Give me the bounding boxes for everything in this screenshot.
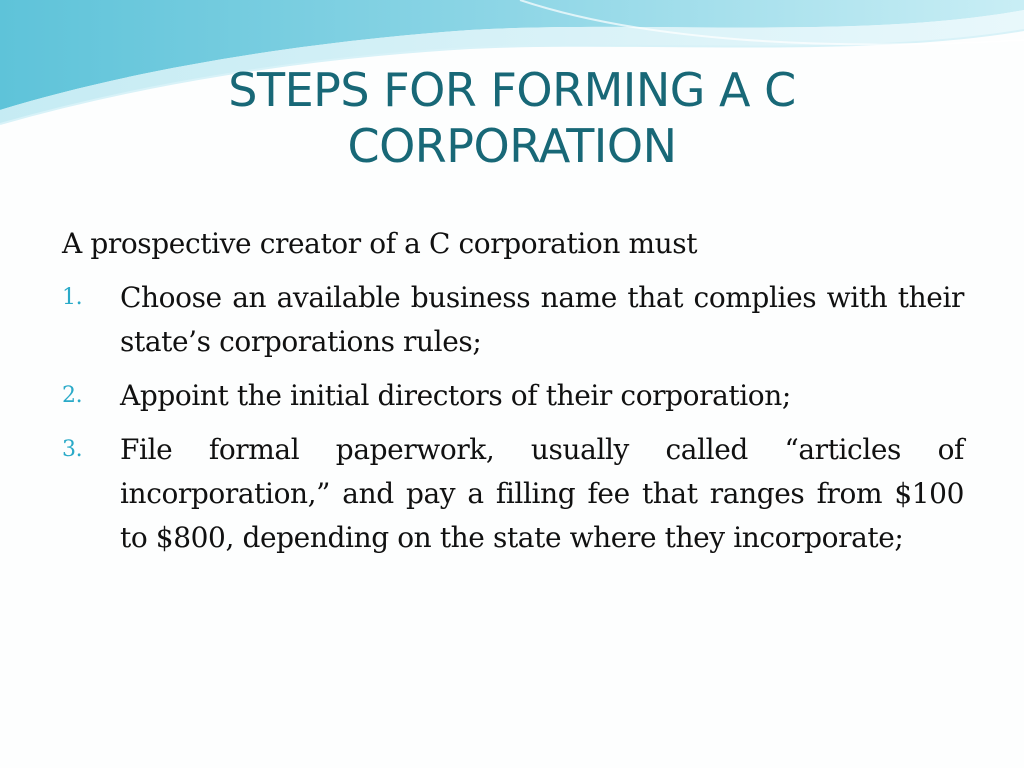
step-item-2 <box>62 374 964 418</box>
step-text: Choose an available business name that complies with their state’s corporations rules; <box>120 281 964 358</box>
step-item-3 <box>62 428 964 560</box>
step-item-1 <box>62 276 964 364</box>
step-number: 2. <box>62 383 83 408</box>
slide-title: STEPS FOR FORMING A C CORPORATION <box>228 63 796 173</box>
step-number: 1. <box>62 285 83 310</box>
step-text: File formal paperwork, usually called “articles of incorporation,” and pay a filling fee that ranges from $100 to $800, depending on the state where they incorporate; <box>120 433 964 554</box>
slide-body <box>62 222 964 570</box>
step-number: 3. <box>62 437 83 462</box>
step-text: Appoint the initial directors of their corporation; <box>120 379 791 412</box>
steps-list <box>62 276 964 560</box>
intro-text: A prospective creator of a C corporation must <box>62 227 698 260</box>
